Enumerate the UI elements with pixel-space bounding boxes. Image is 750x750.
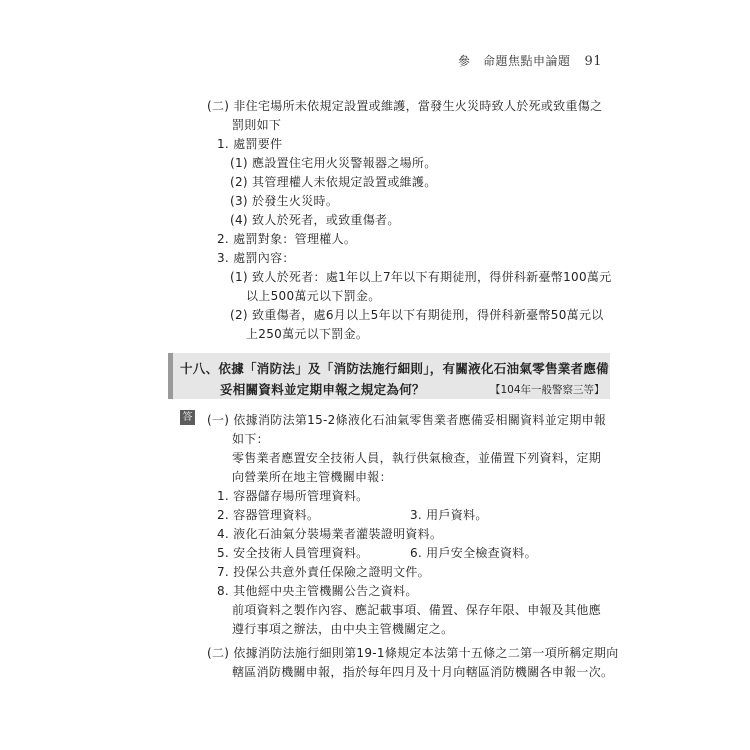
question-accent-bar bbox=[168, 353, 173, 399]
running-header bbox=[458, 52, 602, 69]
answer-1-cont: 如下： bbox=[232, 432, 269, 446]
list-item-4: 4. 液化石油氣分裝場業者灌裝證明資料。 bbox=[217, 527, 443, 541]
answer-1-closing: 前項資料之製作內容、應記載事項、備置、保存年限、申報及其他應 bbox=[232, 603, 602, 617]
requirement-4: (4) 致人於死者，或致重傷者。 bbox=[230, 213, 400, 227]
answer-badge: 答 bbox=[180, 410, 195, 425]
list-item-5: 5. 安全技術人員管理資料。 bbox=[217, 546, 369, 560]
penalty-requirements: 1. 處罰要件 bbox=[217, 137, 283, 151]
section-title: 參 命題焦點申論題 bbox=[457, 54, 571, 68]
answer-1-para-cont: 向營業所在地主管機關申報： bbox=[232, 470, 392, 484]
list-item-1: 1. 容器儲存場所管理資料。 bbox=[217, 489, 369, 503]
question-line-2: 妥相關資料並定期申報之規定為何？ bbox=[220, 382, 425, 397]
item-2-heading: (二) 非住宅場所未依規定設置或維護，當發生火災時致人於死或致重傷之 bbox=[207, 99, 603, 113]
penalty-content: 3. 處罰內容： bbox=[217, 251, 295, 265]
requirement-2: (2) 其管理權人未依規定設置或維護。 bbox=[230, 175, 437, 189]
list-item-2: 2. 容器管理資料。 bbox=[217, 508, 320, 522]
content-2-cont: 上250萬元以下罰金。 bbox=[246, 327, 369, 341]
answer-1-para: 零售業者應置安全技術人員，執行供氣檢查，並備置下列資料，定期 bbox=[232, 451, 602, 465]
list-item-6: 6. 用戶安全檢查資料。 bbox=[410, 546, 537, 560]
page-number: 91 bbox=[584, 54, 602, 69]
answer-1-closing-cont: 遵行事項之辦法，由中央主管機關定之。 bbox=[232, 622, 454, 636]
answer-1: (一) 依據消防法第15-2條液化石油氣零售業者應備妥相關資料並定期申報 bbox=[207, 413, 607, 427]
content-1: (1) 致人於死者：處1年以上7年以下有期徒刑，得併科新臺幣100萬元 bbox=[230, 270, 612, 284]
list-item-7: 7. 投保公共意外責任保險之證明文件。 bbox=[217, 565, 430, 579]
question-line-1: 十八、依據「消防法」及「消防法施行細則」，有關液化石油氣零售業者應備 bbox=[180, 361, 609, 376]
content-2: (2) 致重傷者，處6月以上5年以下有期徒刑，得併科新臺幣50萬元以 bbox=[230, 308, 604, 322]
requirement-1: (1) 應設置住宅用火災警報器之場所。 bbox=[230, 156, 437, 170]
list-item-8: 8. 其他經中央主管機關公告之資料。 bbox=[217, 584, 418, 598]
list-item-3: 3. 用戶資料。 bbox=[410, 508, 488, 522]
answer-2: (二) 依據消防法施行細則第19-1條規定本法第十五條之二第一項所稱定期向 bbox=[207, 646, 619, 660]
answer-2-cont: 轄區消防機關申報，指於每年四月及十月向轄區消防機關各申報一次。 bbox=[232, 665, 614, 679]
content-1-cont: 以上500萬元以下罰金。 bbox=[246, 289, 381, 303]
penalty-target: 2. 處罰對象：管理權人。 bbox=[217, 232, 357, 246]
item-2-heading-cont: 罰則如下 bbox=[232, 118, 282, 132]
requirement-3: (3) 於發生火災時。 bbox=[230, 194, 339, 208]
question-source: 【104年一般警察三等】 bbox=[490, 384, 605, 396]
